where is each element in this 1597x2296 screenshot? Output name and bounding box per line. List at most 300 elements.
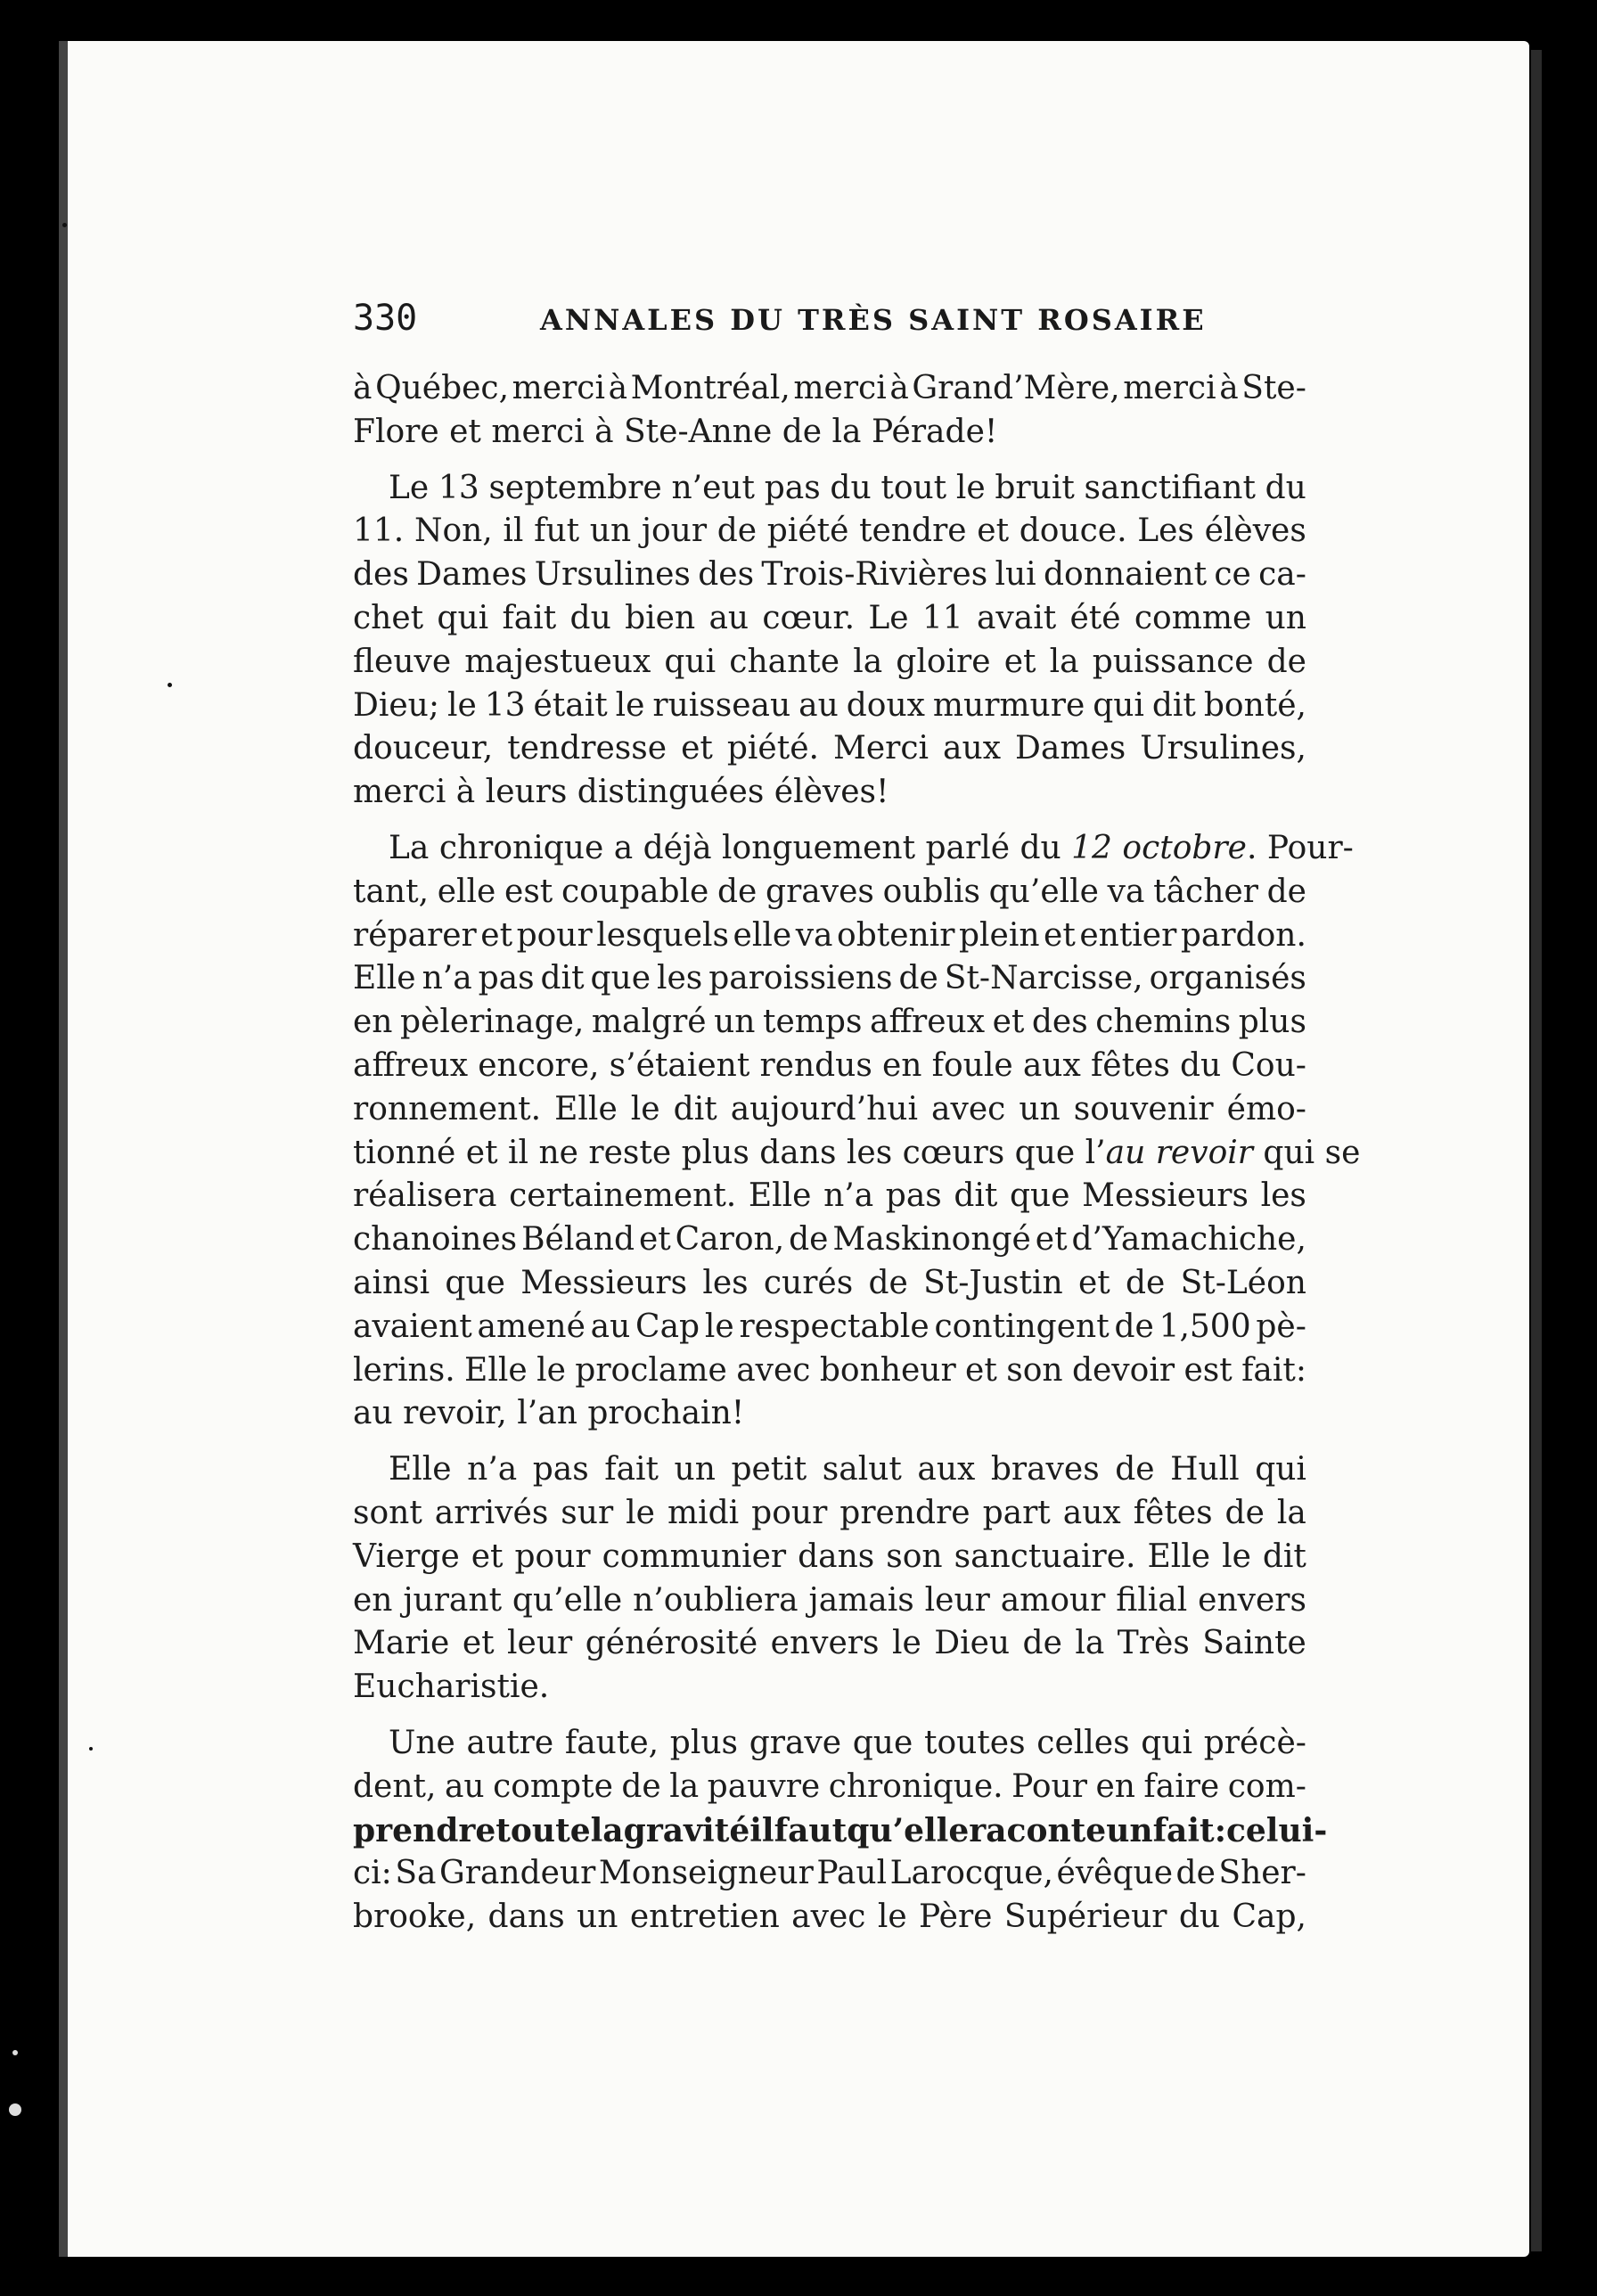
word: du (569, 599, 611, 636)
word: le (615, 686, 645, 724)
word: va (795, 916, 833, 954)
word: et (1077, 1264, 1110, 1301)
word: la (590, 1811, 624, 1849)
word: Merci (832, 730, 930, 767)
word: raconte (969, 1811, 1107, 1849)
word: leur (507, 1625, 573, 1662)
word: brooke, (353, 1898, 477, 1936)
text-line: Flore et merci à Ste-Anne de la Pérade! (353, 413, 998, 450)
word: de (717, 873, 758, 910)
word: 11. (353, 512, 405, 550)
word: chanoines (353, 1221, 518, 1259)
word: réalisera (353, 1177, 497, 1215)
text-line (353, 1132, 1361, 1176)
word: rendus (759, 1046, 872, 1084)
word: devoir (1071, 1351, 1175, 1389)
word: dit (954, 1177, 998, 1215)
text-line (353, 727, 1306, 771)
word: obtenir (837, 916, 955, 954)
word: de (868, 1264, 908, 1301)
word: été (1069, 599, 1121, 636)
word: filial (1116, 1581, 1188, 1619)
word: fleuve (353, 643, 452, 680)
word: chemins (1095, 1004, 1232, 1041)
word: Père (919, 1898, 993, 1936)
word: de (1224, 1494, 1265, 1531)
word: majestueux (464, 643, 651, 680)
word: et (480, 916, 513, 954)
word: puissance (1092, 643, 1254, 680)
word: bruit (995, 469, 1075, 506)
word: et (977, 512, 1010, 550)
word: un (1265, 599, 1306, 636)
word: Cap, (1232, 1898, 1306, 1936)
word: curés (763, 1264, 854, 1301)
word: est (1183, 1351, 1233, 1389)
italic-date: 12 octobre (1071, 829, 1247, 866)
word: était (533, 686, 608, 724)
text-line (353, 1492, 1306, 1536)
word: ca- (1258, 556, 1306, 594)
word: certainement. (509, 1177, 737, 1215)
word: de (1266, 643, 1306, 680)
text-run: tionné et il ne reste plus dans les cœurs que l’ (353, 1134, 1106, 1171)
word: la (669, 1767, 700, 1805)
word: St-Narcisse, (944, 960, 1143, 997)
word: Montréal, (630, 370, 790, 406)
word: Sher- (1218, 1855, 1306, 1892)
word: tendresse (507, 730, 667, 767)
word: qu’elle (988, 873, 1099, 910)
text-line (353, 641, 1306, 685)
word: piété (766, 512, 849, 550)
text-line: au revoir, l’an prochain! (353, 1395, 745, 1432)
word: 13 (484, 686, 526, 724)
word: envers (770, 1625, 880, 1662)
word: de (789, 1221, 829, 1259)
word: autre (466, 1724, 554, 1761)
text-run (1061, 827, 1071, 871)
word: n’a (422, 960, 472, 997)
word: prendre (353, 1811, 496, 1849)
text-line (353, 597, 1306, 641)
word: élèves (1204, 512, 1306, 550)
word: Marie (353, 1625, 450, 1662)
text-line (353, 957, 1306, 1001)
word: Sainte (1202, 1625, 1306, 1662)
word: pas (532, 1451, 589, 1488)
word: Hull (1170, 1451, 1240, 1488)
word: que (590, 960, 651, 997)
word: bonté, (1203, 686, 1306, 724)
word: et (1044, 916, 1076, 954)
word: coupable (561, 873, 709, 910)
word: Messieurs (520, 1264, 688, 1301)
word: Trois-Rivières (761, 556, 988, 594)
word: pour (751, 1494, 828, 1531)
word: au (590, 1308, 631, 1345)
word: chronique. (828, 1767, 1003, 1805)
word: des (698, 556, 755, 594)
word: Cou- (1231, 1046, 1306, 1084)
word: le (446, 686, 477, 724)
word: encore, (478, 1046, 600, 1084)
word: Non, (414, 512, 493, 550)
word: générosité (585, 1625, 758, 1662)
word: au (798, 686, 839, 724)
word: tâcher (1153, 873, 1258, 910)
word: au (444, 1767, 485, 1805)
word: tout (880, 469, 947, 506)
running-head: ANNALES DU TRÈS SAINT ROSAIRE (540, 303, 1207, 337)
word: Dieu; (353, 686, 439, 724)
word: le (704, 1308, 734, 1345)
word: Cap (635, 1308, 700, 1345)
word: en (1095, 1767, 1135, 1805)
word: plus (1238, 1004, 1306, 1041)
word: fêtes (1090, 1046, 1170, 1084)
word: que (852, 1724, 913, 1761)
word: et (462, 1625, 495, 1662)
word: dans (487, 1898, 565, 1936)
word: communier (602, 1538, 787, 1575)
word: Une (389, 1724, 455, 1761)
word: le (877, 1898, 907, 1936)
word: St-Justin (923, 1264, 1063, 1301)
word: à (889, 370, 909, 406)
word: fait (502, 599, 557, 636)
word: contingent (934, 1308, 1110, 1345)
text-line (353, 914, 1306, 958)
word: amené (477, 1308, 586, 1345)
word: sanctuaire. (954, 1538, 1136, 1575)
word: Caron, (675, 1221, 785, 1259)
word: un (1019, 1090, 1061, 1128)
word: Les (1137, 512, 1194, 550)
word: doux (846, 686, 925, 724)
word: en (353, 1004, 393, 1041)
word: s’étaient (609, 1046, 750, 1084)
scan-speck (9, 2103, 21, 2116)
word: Messieurs (1082, 1177, 1249, 1215)
page-header (353, 298, 1306, 342)
scan-speck (12, 2050, 18, 2055)
word: com- (1227, 1767, 1306, 1805)
word: et (965, 1351, 997, 1389)
word: dit (673, 1090, 717, 1128)
word: affreux (353, 1046, 469, 1084)
word: d’Yamachiche, (1071, 1221, 1306, 1259)
text-line (353, 1175, 1306, 1218)
scan-speck (168, 683, 172, 687)
word: petit (731, 1451, 807, 1488)
word: celui- (1225, 1811, 1328, 1849)
word: 11 (921, 599, 963, 636)
word: bonheur (819, 1351, 956, 1389)
word: toute (495, 1811, 591, 1849)
word: des (353, 556, 409, 594)
word: Elle (389, 1451, 452, 1488)
word: sanctifiant (1084, 469, 1256, 506)
word: qu’elle (847, 1811, 970, 1849)
word: de (1175, 1855, 1216, 1892)
scan-speck (62, 223, 67, 227)
word: la (1049, 643, 1079, 680)
text-line (353, 1536, 1306, 1579)
text-line (353, 1218, 1306, 1262)
word: temps (763, 1004, 863, 1041)
word: qui (1141, 1724, 1193, 1761)
word: n’eut (671, 469, 756, 506)
text-line (353, 1001, 1306, 1045)
word: Béland (521, 1221, 635, 1259)
word: un (589, 512, 632, 550)
word: Elle (1147, 1538, 1211, 1575)
word: lui (995, 556, 1036, 594)
word: piété. (726, 730, 819, 767)
word: et (992, 1004, 1025, 1041)
word: Elle (748, 1177, 812, 1215)
word: de (898, 960, 938, 997)
word: de (621, 1767, 661, 1805)
word: pauvre (707, 1767, 821, 1805)
word: murmure (932, 686, 1085, 724)
word: qui (1093, 686, 1144, 724)
word: faut (774, 1811, 848, 1849)
word: Ursulines, (1140, 730, 1306, 767)
word: avec (791, 1898, 866, 1936)
word: aux (917, 1451, 976, 1488)
word: lerins. (353, 1351, 455, 1389)
text-line (353, 871, 1306, 914)
word: plein (958, 916, 1040, 954)
word: des (1031, 1004, 1088, 1041)
word: grave (749, 1724, 842, 1761)
word: les (656, 960, 703, 997)
word: part (982, 1494, 1051, 1531)
word: la (853, 643, 883, 680)
word: n’a (467, 1451, 518, 1488)
word: sont (353, 1494, 422, 1531)
word: Le (868, 599, 909, 636)
word: dit (1262, 1538, 1306, 1575)
word: Dames (1015, 730, 1126, 767)
word: avait (976, 599, 1057, 636)
word: de (1022, 1625, 1062, 1662)
word: fait: (1241, 1351, 1306, 1389)
word: en (882, 1046, 922, 1084)
word: un (577, 1898, 618, 1936)
text-line: merci à leurs distinguées élèves! (353, 774, 889, 811)
word: n’a (823, 1177, 874, 1215)
word: arrivés (434, 1494, 549, 1531)
word: gloire (896, 643, 991, 680)
word: amour (1000, 1581, 1106, 1619)
word: Dieu (934, 1625, 1011, 1662)
word: avaient (353, 1308, 472, 1345)
word: avec (931, 1090, 1006, 1128)
word: 13 (438, 469, 479, 506)
text-line (353, 1045, 1306, 1088)
word: dent, (353, 1767, 437, 1805)
word: graves (766, 873, 874, 910)
word: pè- (1256, 1308, 1306, 1345)
word: Elle (464, 1351, 528, 1389)
text-run: . Pour- (1246, 829, 1354, 866)
word: entier (1079, 916, 1177, 954)
word: compte (493, 1767, 613, 1805)
word: qui (1255, 1451, 1306, 1488)
word: merci (1123, 370, 1216, 406)
word: réparer (353, 916, 477, 954)
text-line (353, 685, 1306, 728)
word: toutes (924, 1724, 1026, 1761)
text-line (353, 510, 1306, 554)
word: respectable (739, 1308, 930, 1345)
text-line (353, 1579, 1306, 1623)
word: que (445, 1264, 505, 1301)
word: dit (1151, 686, 1196, 724)
word: dans (798, 1538, 875, 1575)
text-line (353, 554, 1306, 597)
text-line (353, 1766, 1306, 1809)
text-line (353, 1896, 1306, 1939)
text-line: Eucharistie. (353, 1669, 550, 1706)
word: Québec, (375, 370, 510, 406)
word: au (708, 599, 749, 636)
word: Ste- (1241, 370, 1306, 406)
word: n’oubliera (633, 1581, 798, 1619)
text-line (353, 1448, 1306, 1492)
word: Le (389, 469, 430, 506)
word: douceur, (353, 730, 494, 767)
page-edge-right (1531, 50, 1542, 2251)
word: Sa (395, 1855, 437, 1892)
word: entretien (629, 1898, 780, 1936)
text-line (353, 1852, 1306, 1896)
word: Elle (353, 960, 416, 997)
scan-speck (89, 1747, 93, 1751)
word: comme (1134, 599, 1252, 636)
word: sur (561, 1494, 614, 1531)
text-line (353, 1306, 1306, 1349)
word: foule (931, 1046, 1013, 1084)
word: la (1276, 1494, 1306, 1531)
word: est (504, 873, 553, 910)
word: Paul (816, 1855, 888, 1892)
text-line (353, 1349, 1306, 1393)
word: plus (669, 1724, 738, 1761)
word: douce. (1019, 512, 1127, 550)
word: et (681, 730, 713, 767)
word: du (1179, 1046, 1222, 1084)
word: Ursulines (534, 556, 691, 594)
word: la (1075, 1625, 1105, 1662)
word: dit (540, 960, 585, 997)
word: tant, (353, 873, 430, 910)
word: de (1125, 1264, 1166, 1301)
word: le (626, 1494, 655, 1531)
word: du (1265, 469, 1306, 506)
word: celles (1036, 1724, 1130, 1761)
word: qui (664, 643, 717, 680)
word: fait (1152, 1811, 1215, 1849)
word: lesquels (596, 916, 730, 954)
word: Larocque, (889, 1855, 1054, 1892)
word: que (1010, 1177, 1070, 1215)
word: chante (729, 643, 840, 680)
word: Supérieur (1003, 1898, 1167, 1936)
word: faute, (564, 1724, 659, 1761)
word: le (891, 1625, 921, 1662)
text-line (353, 1809, 1328, 1853)
word: elle (733, 916, 792, 954)
word: faire (1143, 1767, 1220, 1805)
word: merci (512, 370, 605, 406)
word: Maskinongé (832, 1221, 1031, 1259)
word: Vierge (353, 1538, 460, 1575)
text-run: qui se (1252, 1134, 1361, 1171)
word: ci: (353, 1855, 392, 1892)
word: précè- (1203, 1724, 1306, 1761)
word: Monseigneur (598, 1855, 814, 1892)
word: fêtes (1133, 1494, 1213, 1531)
word: pas (885, 1177, 942, 1215)
text-run: La chronique a déjà longuement parlé du (389, 829, 1061, 866)
word: émo- (1226, 1090, 1306, 1128)
word: midi (667, 1494, 740, 1531)
word: jurant (403, 1581, 503, 1619)
word: ruisseau (652, 686, 791, 724)
word: Grand’Mère, (912, 370, 1120, 406)
word: à (353, 370, 373, 406)
word: évêque (1056, 1855, 1174, 1892)
word: et (1003, 643, 1036, 680)
word: de (1114, 1308, 1154, 1345)
word: un (674, 1451, 716, 1488)
word: avec (736, 1351, 811, 1389)
word: en (353, 1581, 393, 1619)
word: Dames (416, 556, 528, 594)
word: et (638, 1221, 671, 1259)
text-line (353, 827, 1354, 871)
word: du (830, 469, 872, 506)
word: les (1260, 1177, 1306, 1215)
word: elle (437, 873, 496, 910)
word: affreux (869, 1004, 986, 1041)
word: aux (1062, 1494, 1121, 1531)
word: il (749, 1811, 774, 1849)
word: jamais (808, 1581, 914, 1619)
word: le (955, 469, 986, 506)
word: bien (625, 599, 696, 636)
word: salut (822, 1451, 902, 1488)
word: il (503, 512, 524, 550)
word: prendre (839, 1494, 970, 1531)
text-line (353, 1262, 1306, 1306)
word: merci (793, 370, 887, 406)
page-edge-left (59, 41, 68, 2257)
word: ce (1214, 556, 1251, 594)
word: va (1107, 873, 1145, 910)
word: les (702, 1264, 749, 1301)
word: proclame (575, 1351, 727, 1389)
word: envers (1198, 1581, 1306, 1619)
word: St-Léon (1180, 1264, 1306, 1301)
text-line (353, 467, 1306, 511)
text-line (353, 1622, 1306, 1666)
word: ainsi (353, 1264, 430, 1301)
